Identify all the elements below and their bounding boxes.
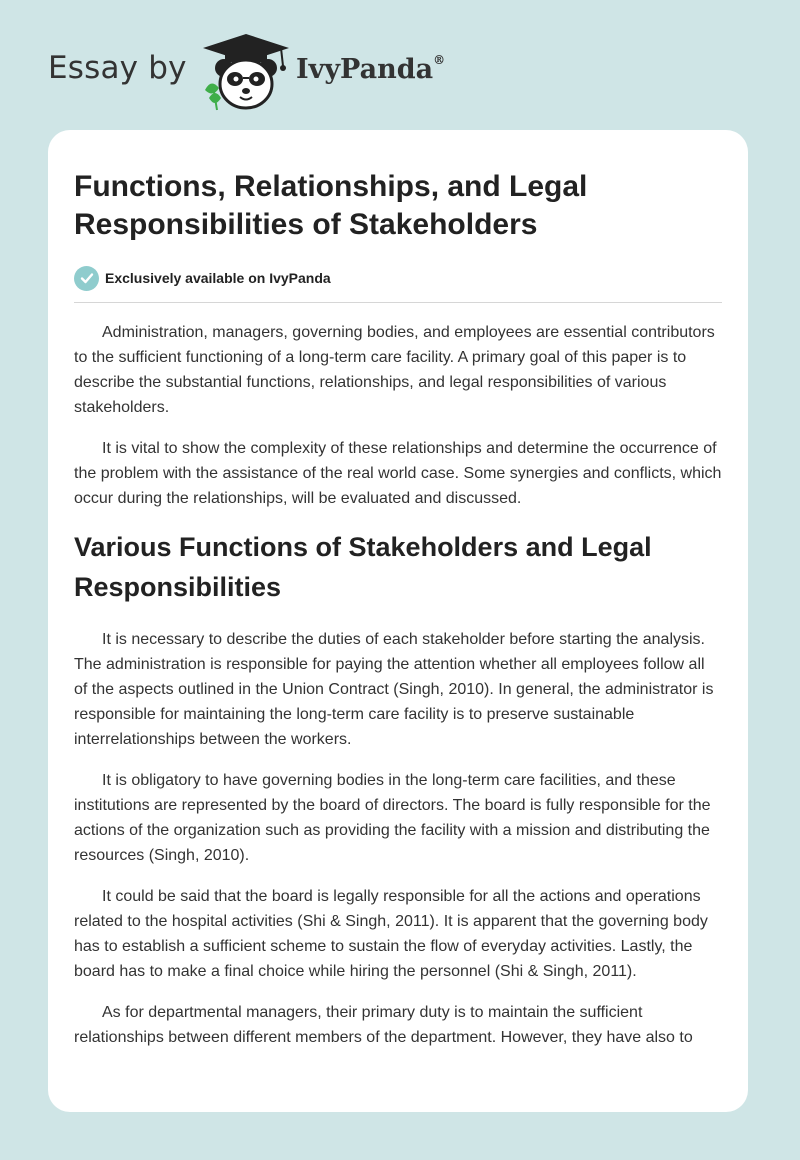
exclusive-label: Exclusively available on IvyPanda: [105, 270, 331, 286]
brand-name: IvyPanda®: [296, 53, 446, 85]
paragraph: It is vital to show the complexity of these relationships and determine the occurrence of the problem with the assistance of the real world case. Some synergies and conflicts, which occur during the relationships, will be evaluated and discussed.: [74, 440, 722, 507]
paragraph: It is obligatory to have governing bodies in the long-term care facilities, and these institutions are represented by the board of directors. The board is fully responsible for the actions of the organization such as providing the facility with a mission and distributing the resources (Singh, 2010).: [74, 772, 711, 864]
paragraph: It is necessary to describe the duties of each stakeholder before starting the analysis. The administration is responsible for paying the attention whether all employees follow all of the aspects outlined in the Union Contract (Singh, 2010). In general, the administrator is responsible for maintaining the long-term care facility is to preserve sustainable interrelationships between the workers.: [74, 631, 714, 748]
page-title: Functions, Relationships, and Legal Responsibilities of Stakeholders: [74, 170, 588, 241]
exclusive-badge: [74, 264, 722, 292]
paragraph: It could be said that the board is legally responsible for all the actions and operations related to the hospital activities (Shi & Singh, 2011). It is apparent that the governing body has to establish a sufficient scheme to sustain the flow of everyday activities. Lastly, the board has to make a final choice while hiring the personnel (Shi & Singh, 2011).: [74, 888, 708, 980]
brand-prefix: Essay by: [48, 50, 187, 86]
essay-card: [48, 130, 748, 1112]
check-icon: [74, 266, 99, 291]
section-heading: Various Functions of Stakeholders and Legal Responsibilities: [74, 532, 652, 602]
essay-body: [74, 320, 722, 1050]
paragraph: As for departmental managers, their primary duty is to maintain the sufficient relationships between different members of the department. However, they have also to: [74, 1004, 693, 1046]
divider: [74, 302, 722, 303]
panda-graduate-icon: [201, 32, 291, 112]
brand-header: [48, 30, 508, 110]
paragraph: Administration, managers, governing bodies, and employees are essential contributors to the sufficient functioning of a long-term care facility. A primary goal of this paper is to describe the substantial functions, relationships, and legal responsibilities of various stakeholders.: [74, 324, 715, 416]
